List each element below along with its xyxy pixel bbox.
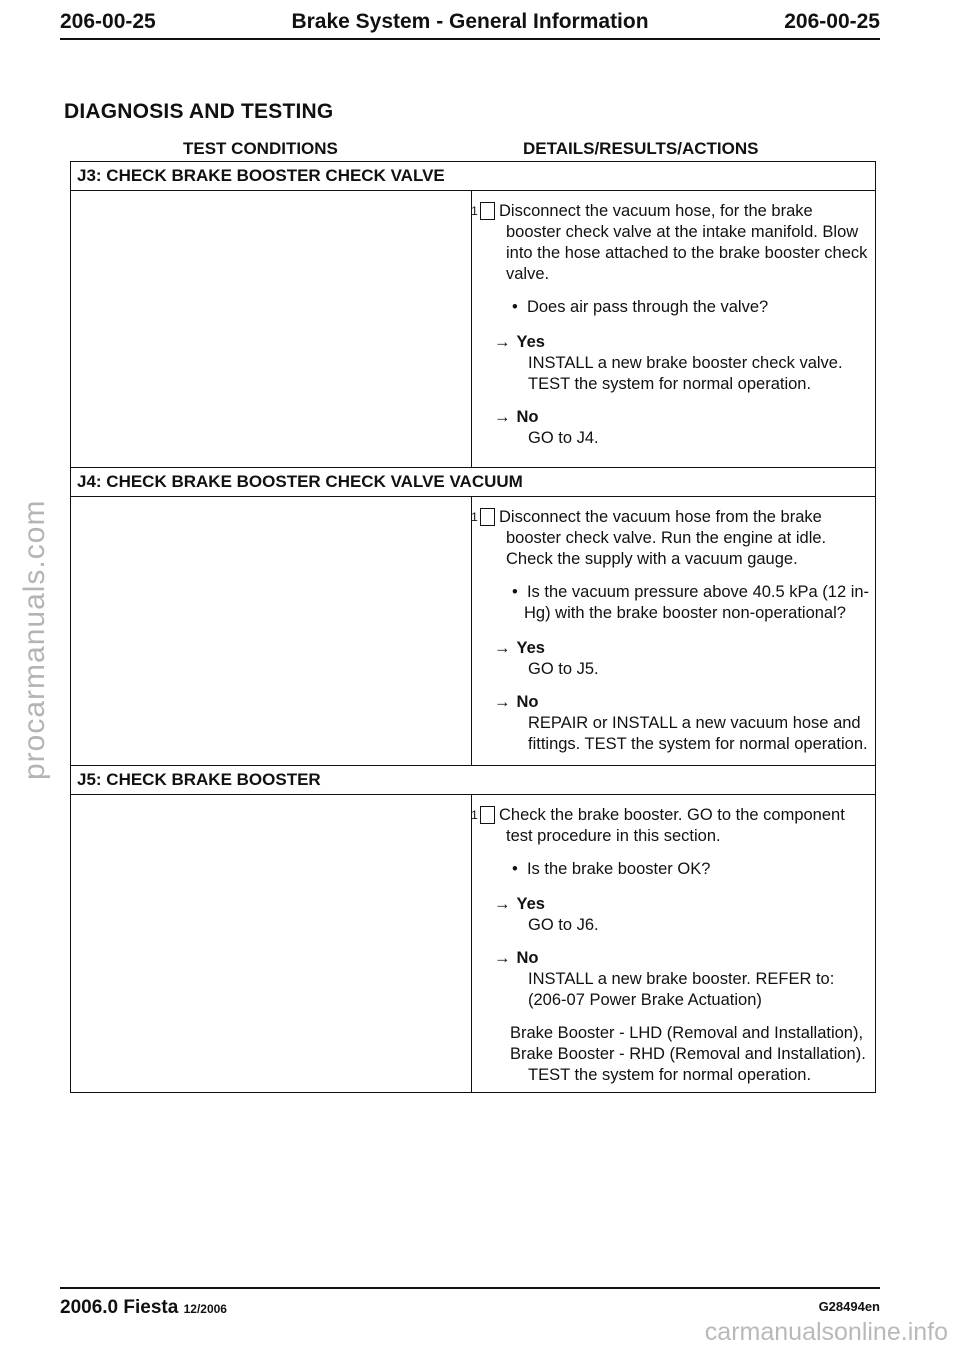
arrow-right-icon: → [494,333,511,351]
page-header [60,4,880,40]
yes-label: Yes [516,639,545,657]
question: • Is the brake booster OK? [512,860,711,878]
footer-model [60,1297,227,1319]
no-text: GO to J4. [528,429,599,447]
instruction-text: Check the brake booster. GO to the component test procedure in this section. [499,806,845,845]
instruction-text: Disconnect the vacuum hose from the brake booster check valve. Run the engine at idle. Check the supply with a vacuum gauge. [499,508,827,568]
arrow-right-icon: → [494,408,511,426]
answer-yes [480,638,871,680]
instruction-text: Disconnect the vacuum hose, for the brake booster check valve at the intake manifold. Blow into the hose attached to the brake booster check valve. [499,202,868,283]
test-conditions-cell [71,497,472,765]
answer-no [480,692,871,755]
arrow-right-icon: → [494,639,511,657]
yes-text: GO to J5. [528,660,599,678]
header-left-code: 206-00-25 [60,10,156,33]
no-label: No [516,693,539,711]
answer-no [480,948,871,1011]
step-number-box: 1 [480,202,495,220]
arrow-right-icon: → [494,895,511,913]
bottom-watermark: carmanualsonline.info [704,1318,948,1346]
reference-rhd: Brake Booster - RHD (Removal and Installation). [510,1045,866,1063]
test-conditions-cell [71,795,472,1092]
test-instruction: TEST the system for normal operation. [528,1066,812,1084]
section-title: DIAGNOSIS AND TESTING [64,100,334,123]
no-text: INSTALL a new brake booster. REFER to: (206-07 Power Brake Actuation) [528,970,835,1009]
no-text: REPAIR or INSTALL a new vacuum hose and fittings. TEST the system for normal operation. [528,714,868,753]
instruction [471,805,871,847]
step-body [71,795,875,1092]
yes-label: Yes [516,895,545,913]
step-body [71,191,875,467]
question-text: Does air pass through the valve? [526,298,769,316]
details-cell [472,497,875,765]
header-right-code: 206-00-25 [784,10,880,33]
instruction [471,201,871,285]
page-footer [60,1287,880,1318]
step-j3 [70,162,876,468]
column-header-details: DETAILS/RESULTS/ACTIONS [523,139,759,158]
header-title: Brake System - General Information [291,10,649,33]
side-watermark: procarmanuals.com [18,499,51,780]
details-cell [472,795,875,1092]
diagnostic-steps-table [70,161,876,1093]
question: • Is the vacuum pressure above 40.5 kPa (12 in-Hg) with the brake booster non-operational? [512,583,870,622]
step-j5 [70,766,876,1093]
answer-no [480,407,871,449]
details-cell [472,191,875,467]
yes-text: GO to J6. [528,916,599,934]
arrow-right-icon: → [494,949,511,967]
yes-text: INSTALL a new brake booster check valve. TEST the system for normal operation. [528,354,843,393]
step-number-box: 1 [480,508,495,526]
step-body [71,497,875,765]
step-title: J3: CHECK BRAKE BOOSTER CHECK VALVE [71,162,875,191]
reference-lhd: Brake Booster - LHD (Removal and Installation), [510,1024,864,1042]
yes-label: Yes [516,333,545,351]
test-conditions-cell [71,191,472,467]
model-text: 2006.0 Fiesta [60,1297,179,1318]
arrow-right-icon: → [494,693,511,711]
footer-date: 12/2006 [183,1302,227,1316]
answer-yes [480,894,871,936]
step-title: J5: CHECK BRAKE BOOSTER [71,766,875,795]
no-label: No [516,949,539,967]
step-j4 [70,468,876,766]
answer-yes [480,332,871,395]
footer-code: G28494en [818,1299,880,1314]
question-text: Is the brake booster OK? [526,860,711,878]
step-title: J4: CHECK BRAKE BOOSTER CHECK VALVE VACUUM [71,468,875,497]
no-label: No [516,408,539,426]
question: • Does air pass through the valve? [512,298,769,316]
step-number-box: 1 [480,806,495,824]
column-header-test-conditions: TEST CONDITIONS [183,139,338,158]
question-text: Is the vacuum pressure above 40.5 kPa (12 in-Hg) with the brake booster non-operational? [524,583,870,622]
instruction [471,507,871,570]
